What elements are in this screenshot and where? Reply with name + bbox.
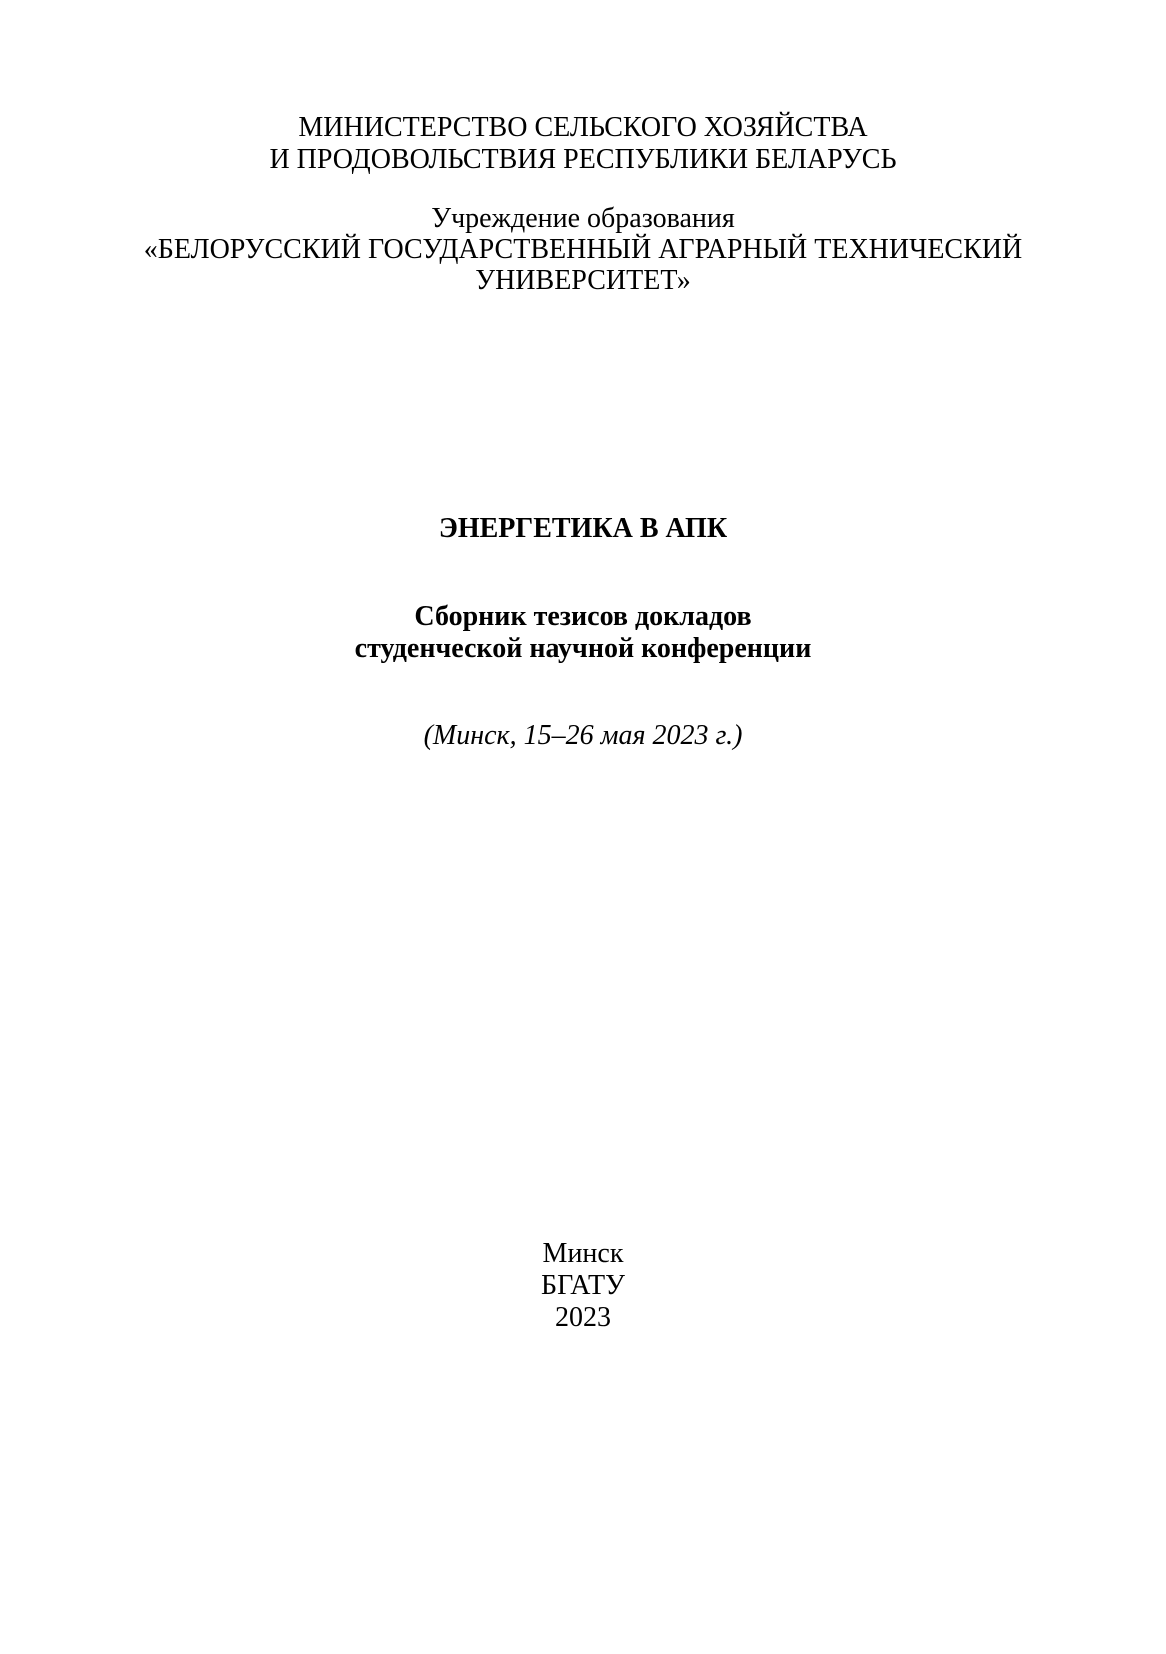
conference-dates: (Минск, 15–26 мая 2023 г.) — [423, 720, 743, 751]
ministry-line-1: МИНИСТЕРСТВО СЕЛЬСКОГО ХОЗЯЙСТВА — [298, 112, 868, 143]
publication-city: Минск — [542, 1238, 624, 1269]
ministry-line-2: И ПРОДОВОЛЬСТВИЯ РЕСПУБЛИКИ БЕЛАРУСЬ — [269, 144, 897, 175]
publisher-name: БГАТУ — [541, 1270, 625, 1301]
institution-type: Учреждение образования — [431, 203, 735, 234]
university-line-2: УНИВЕРСИТЕТ» — [475, 265, 691, 296]
document-title: ЭНЕРГЕТИКА В АПК — [438, 513, 728, 544]
university-line-1: «БЕЛОРУССКИЙ ГОСУДАРСТВЕННЫЙ АГРАРНЫЙ ТЕХНИЧЕСКИЙ — [143, 234, 1023, 265]
publication-year: 2023 — [555, 1302, 611, 1333]
subtitle-line-1: Сборник тезисов докладов — [414, 601, 752, 632]
subtitle-line-2: студенческой научной конференции — [354, 633, 812, 664]
